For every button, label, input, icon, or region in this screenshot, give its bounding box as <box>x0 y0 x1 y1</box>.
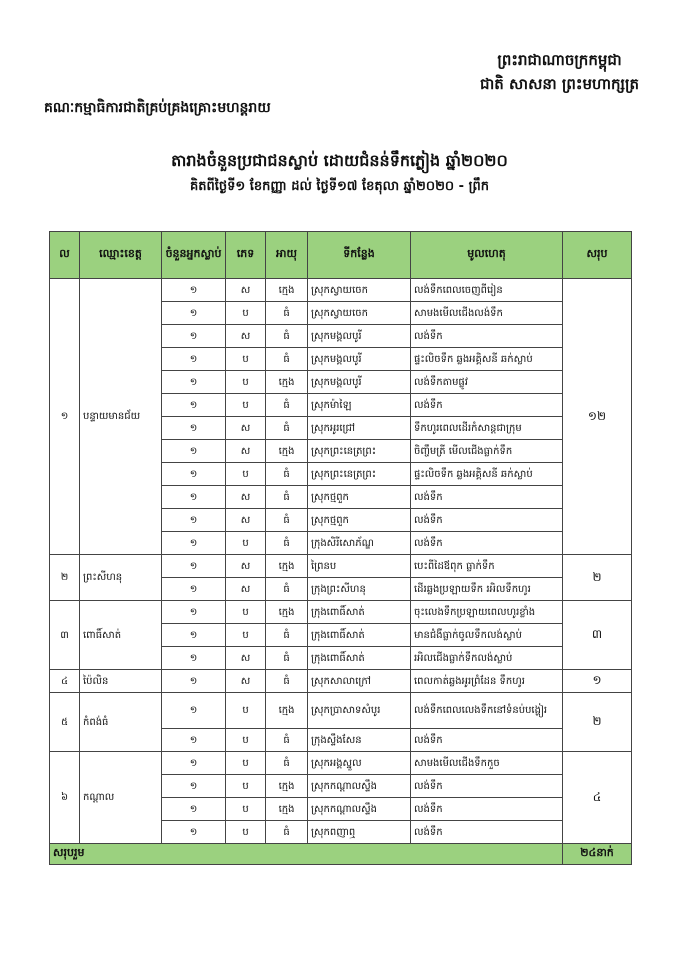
cause-cell: ដើរឆ្លងប្រឡាយទឹក រអិលទឹកហូរ <box>411 578 563 601</box>
sex-cell: ស <box>226 440 266 463</box>
death-count: ១ <box>162 486 226 509</box>
age-cell: ក្មេង <box>266 279 308 302</box>
grand-total-value: ២៤នាក់ <box>563 844 632 865</box>
table-row <box>50 670 632 693</box>
table-row <box>50 555 632 578</box>
place-cell: ក្រុងពោធិ៍សាត់ <box>308 624 411 647</box>
age-cell: ក្មេង <box>266 798 308 821</box>
place-cell: ក្រុងពោធិ៍សាត់ <box>308 601 411 624</box>
age-cell: ធំ <box>266 394 308 417</box>
place-cell: ស្រុកប្រាសាទសំបូរ <box>308 693 411 729</box>
sex-cell: ប <box>226 821 266 844</box>
province-name: កំពង់ធំ <box>80 693 162 752</box>
province-name: ពោធិ៍សាត់ <box>80 601 162 670</box>
cause-cell: លង់ទឹកតាមផ្លូវ <box>411 371 563 394</box>
cause-cell: លង់ទឹក <box>411 509 563 532</box>
cause-cell: ទឹកហូរពេលដើរកំសាន្តជាក្រុម <box>411 417 563 440</box>
header-place: ទីកន្លែង <box>308 232 411 279</box>
sex-cell: ស <box>226 670 266 693</box>
death-count: ១ <box>162 798 226 821</box>
age-cell: ក្មេង <box>266 440 308 463</box>
province-total: ៤ <box>563 752 632 844</box>
death-count: ១ <box>162 371 226 394</box>
sex-cell: ប <box>226 302 266 325</box>
death-count: ១ <box>162 647 226 670</box>
cause-cell: លង់ទឹកពេលលេងទឹកនៅទំនប់បង្ហៀរ <box>411 693 563 729</box>
sex-cell: ប <box>226 729 266 752</box>
table-row <box>50 752 632 775</box>
header-no: ល <box>50 232 80 279</box>
place-cell: ស្រុកព្រះនេត្រព្រះ <box>308 440 411 463</box>
age-cell: ក្មេង <box>266 693 308 729</box>
place-cell: ស្រុកមង្គលបូរី <box>308 371 411 394</box>
place-cell: ស្រុកអង្គស្នួល <box>308 752 411 775</box>
cause-cell: លង់ទឹក <box>411 798 563 821</box>
death-count: ១ <box>162 348 226 371</box>
province-total: ១ <box>563 670 632 693</box>
sex-cell: ប <box>226 601 266 624</box>
header-age: អាយុ <box>266 232 308 279</box>
cause-cell: លង់ទឹក <box>411 775 563 798</box>
death-count: ១ <box>162 578 226 601</box>
grand-total-label: សរុបរួម <box>50 844 563 865</box>
death-count: ១ <box>162 670 226 693</box>
province-total: ១២ <box>563 279 632 555</box>
sex-cell: ប <box>226 532 266 555</box>
grand-total-row <box>50 844 632 865</box>
place-cell: ស្រុកមង្គលបូរី <box>308 325 411 348</box>
age-cell: ក្មេង <box>266 371 308 394</box>
cause-cell: លង់ទឹកពេលចេញពីរៀន <box>411 279 563 302</box>
place-cell: ស្រុកកណ្តាលស្ទឹង <box>308 775 411 798</box>
place-cell: ស្រុកព្រះនេត្រព្រះ <box>308 463 411 486</box>
cause-cell: ផ្ទះលិចទឹក ឆ្លងអគ្គិសនី ឆក់ស្លាប់ <box>411 463 563 486</box>
death-count: ១ <box>162 509 226 532</box>
place-cell: ស្រុកអូរជ្រៅ <box>308 417 411 440</box>
table-row <box>50 693 632 729</box>
header-province: ឈ្មោះខេត្ត <box>80 232 162 279</box>
age-cell: ធំ <box>266 325 308 348</box>
death-count: ១ <box>162 693 226 729</box>
place-cell: ស្រុកមង្គលបូរី <box>308 348 411 371</box>
age-cell: ធំ <box>266 647 308 670</box>
death-count: ១ <box>162 752 226 775</box>
age-cell: ធំ <box>266 348 308 371</box>
sex-cell: ស <box>226 417 266 440</box>
death-count: ១ <box>162 302 226 325</box>
table-row <box>50 279 632 302</box>
sex-cell: ប <box>226 394 266 417</box>
sex-cell: ស <box>226 647 266 670</box>
cause-cell: ចុះលេងទឹកប្រឡាយពេលហូរខ្លាំង <box>411 601 563 624</box>
kingdom-title: ព្រះរាជាណាចក្រកម្ពុជា <box>497 51 622 69</box>
province-total: ២ <box>563 693 632 752</box>
cause-cell: ផ្ទះលិចទឹក ឆ្លងអគ្គិសនី ឆក់ស្លាប់ <box>411 348 563 371</box>
cause-cell: លង់ទឹក <box>411 394 563 417</box>
age-cell: ធំ <box>266 417 308 440</box>
sex-cell: ប <box>226 624 266 647</box>
age-cell: ធំ <box>266 821 308 844</box>
death-count: ១ <box>162 417 226 440</box>
death-count: ១ <box>162 624 226 647</box>
table-body <box>50 279 632 844</box>
cause-cell: មានជំងឺធ្លាក់ចូលទឹកលង់ស្លាប់ <box>411 624 563 647</box>
province-total: ៣ <box>563 601 632 670</box>
age-cell: ធំ <box>266 509 308 532</box>
place-cell: ក្រុងស្ទឹងសែន <box>308 729 411 752</box>
place-cell: ស្រុកម៉ាឡៃ <box>308 394 411 417</box>
place-cell: ស្រុកស្វាយចេក <box>308 302 411 325</box>
sex-cell: ប <box>226 371 266 394</box>
document-title: តារាងចំនួនប្រជាជនស្លាប់ ដោយជំនន់ទឹកភ្លៀង ឆ្នាំ២០២០ <box>171 151 508 170</box>
age-cell: ធំ <box>266 670 308 693</box>
place-cell: ស្រុកថ្មពួក <box>308 486 411 509</box>
death-count: ១ <box>162 775 226 798</box>
cause-cell: សាមងមើលជើងលង់ទឹក <box>411 302 563 325</box>
age-cell: ធំ <box>266 463 308 486</box>
cause-cell: ចិញ្ចឹមត្រី មើលជើងធ្លាក់ទឹក <box>411 440 563 463</box>
header-kingdom-block <box>480 48 639 96</box>
age-cell: ក្មេង <box>266 555 308 578</box>
province-number: ៣ <box>50 601 80 670</box>
place-cell: ក្រុងពោធិ៍សាត់ <box>308 647 411 670</box>
table-header-row <box>50 232 632 279</box>
cause-cell: រអិលជើងធ្លាក់ទឹកលង់ស្លាប់ <box>411 647 563 670</box>
province-number: ២ <box>50 555 80 601</box>
province-total: ២ <box>563 555 632 601</box>
place-cell: ស្រុកកណ្តាលស្ទឹង <box>308 798 411 821</box>
header-deaths: ចំនួនអ្នកស្លាប់ <box>162 232 226 279</box>
province-number: ១ <box>50 279 80 555</box>
age-cell: ធំ <box>266 532 308 555</box>
age-cell: ធំ <box>266 729 308 752</box>
sex-cell: ស <box>226 486 266 509</box>
sex-cell: ប <box>226 463 266 486</box>
cause-cell: លង់ទឹក <box>411 532 563 555</box>
cause-cell: លង់ទឹក <box>411 821 563 844</box>
sex-cell: ប <box>226 348 266 371</box>
sex-cell: ស <box>226 555 266 578</box>
place-cell: ស្រុកសាលាក្រៅ <box>308 670 411 693</box>
death-count: ១ <box>162 601 226 624</box>
header-sex: ភេទ <box>226 232 266 279</box>
place-cell: ស្រុកថ្មពួក <box>308 509 411 532</box>
cause-cell: ពេលកាត់ឆ្លងអូរព្រំដែន ទឹកហូរ <box>411 670 563 693</box>
age-cell: ធំ <box>266 624 308 647</box>
age-cell: ធំ <box>266 752 308 775</box>
table-row <box>50 601 632 624</box>
sex-cell: ប <box>226 798 266 821</box>
death-count: ១ <box>162 440 226 463</box>
death-count: ១ <box>162 555 226 578</box>
cause-cell: បេះពីដៃឪពុក ធ្លាក់ទឹក <box>411 555 563 578</box>
death-count: ១ <box>162 821 226 844</box>
province-number: ៤ <box>50 670 80 693</box>
cause-cell: លង់ទឹក <box>411 325 563 348</box>
death-count: ១ <box>162 729 226 752</box>
cause-cell: លង់ទឹក <box>411 729 563 752</box>
sex-cell: ប <box>226 693 266 729</box>
sex-cell: ស <box>226 509 266 532</box>
sex-cell: ស <box>226 578 266 601</box>
death-count: ១ <box>162 325 226 348</box>
national-motto: ជាតិ សាសនា ព្រះមហាក្សត្រ <box>480 75 639 93</box>
age-cell: ធំ <box>266 302 308 325</box>
sex-cell: ស <box>226 279 266 302</box>
death-count: ១ <box>162 463 226 486</box>
committee-name: គណៈកម្មាធិការជាតិគ្រប់គ្រងគ្រោះមហន្តរាយ <box>44 100 271 116</box>
sex-cell: ស <box>226 325 266 348</box>
death-count: ១ <box>162 279 226 302</box>
age-cell: ក្មេង <box>266 775 308 798</box>
province-name: កណ្តាល <box>80 752 162 844</box>
age-cell: ធំ <box>266 578 308 601</box>
header-total: សរុប <box>563 232 632 279</box>
place-cell: ព្រៃនប <box>308 555 411 578</box>
sex-cell: ប <box>226 752 266 775</box>
place-cell: ក្រុងព្រះសីហនុ <box>308 578 411 601</box>
header-cause: មូលហេតុ <box>411 232 563 279</box>
place-cell: ស្រុកពញាឮ <box>308 821 411 844</box>
province-name: បន្ទាយមានជ័យ <box>80 279 162 555</box>
province-name: ព្រះសីហនុ <box>80 555 162 601</box>
cause-cell: សាមងមើលជើងទឹកកួច <box>411 752 563 775</box>
place-cell: ក្រុងសិរីសោភ័ណ្ឌ <box>308 532 411 555</box>
place-cell: ស្រុកស្វាយចេក <box>308 279 411 302</box>
cause-cell: លង់ទឹក <box>411 486 563 509</box>
sex-cell: ប <box>226 775 266 798</box>
casualty-table <box>49 231 632 865</box>
document-subtitle: គិតពីថ្ងៃទី១ ខែកញ្ញា ដល់ ថ្ងៃទី១៧ ខែតុលា ឆ្នាំ២០២០ - ព្រឹក <box>190 179 489 194</box>
province-number: ៦ <box>50 752 80 844</box>
age-cell: ក្មេង <box>266 601 308 624</box>
death-count: ១ <box>162 532 226 555</box>
province-name: ប៉ៃលិន <box>80 670 162 693</box>
death-count: ១ <box>162 394 226 417</box>
province-number: ៥ <box>50 693 80 752</box>
age-cell: ធំ <box>266 486 308 509</box>
